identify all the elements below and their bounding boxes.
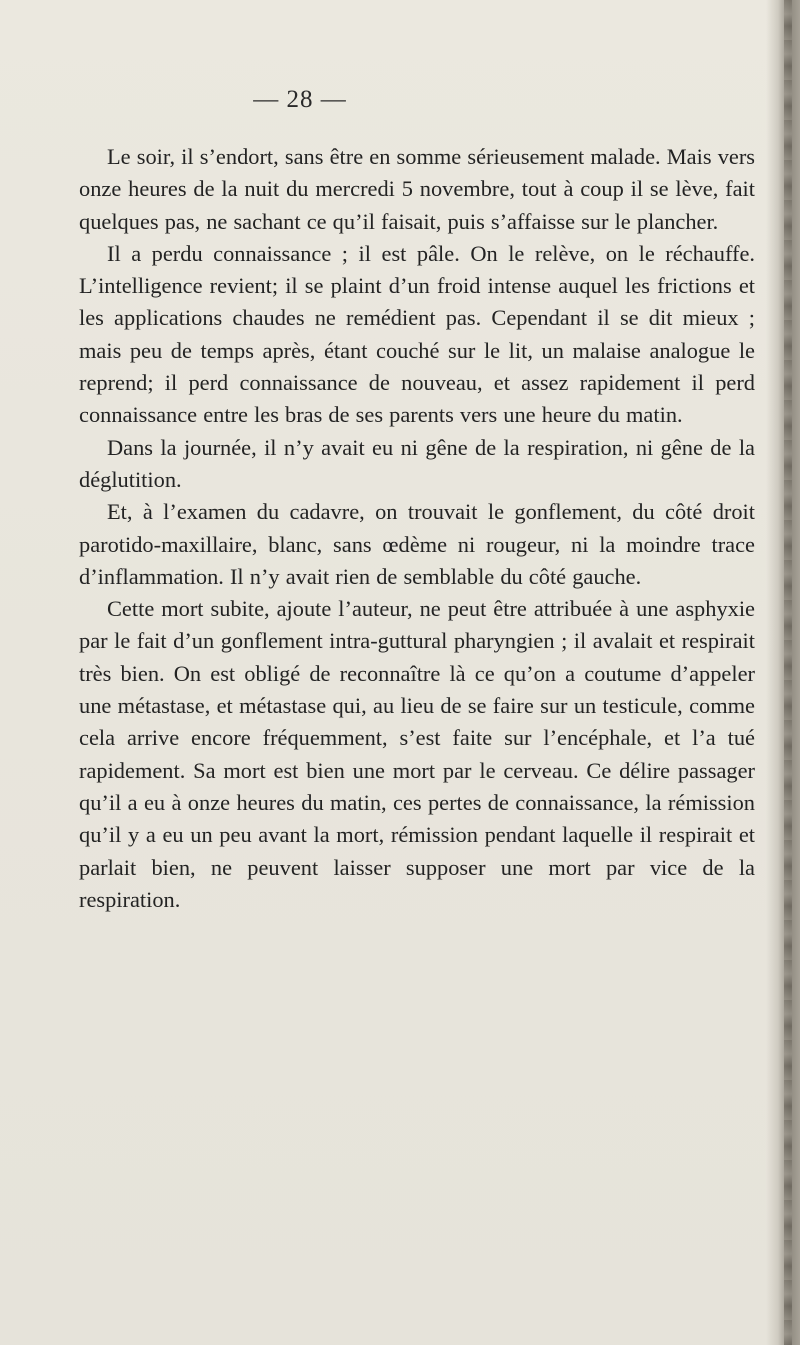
paragraph: Dans la journée, il n’y avait eu ni gêne de la respiration, ni gêne de la déglutition. [79,434,755,492]
paragraph: Le soir, il s’endort, sans être en somme sérieusement malade. Mais vers onze heures de la nuit du mercredi 5 novembre, tout à coup il se lève, fait quelques pas, ne sachant ce qu’il faisait, puis s’affaisse sur le plancher. [79,144,755,234]
page-number: — 28 — [253,86,347,113]
paragraph: Il a perdu connaissance ; il est pâle. On le relève, on le réchauffe. L’intelligence revient; il se plaint d’un froid intense auquel les frictions et les applications chaudes ne remédient pas. Cependant il se dit mieux ; mais peu de temps après, étant couché sur le lit, un malaise analogue le reprend; il perd connaissance de nouveau, et assez rapidement il perd connaissance entre les bras de ses parents vers une heure du matin. [79,240,755,428]
body-text [79,141,755,916]
paragraph: Et, à l’examen du cadavre, on trouvait le gonflement, du côté droit parotido-maxillaire, blanc, sans œdème ni rougeur, ni la moindre trace d’inflammation. Il n’y avait rien de semblable du côté gauche. [79,499,755,589]
binding-edge [784,0,792,1345]
page-edge-shadow [766,0,800,1345]
paragraph: Cette mort subite, ajoute l’auteur, ne peut être attribuée à une asphyxie par le fait d’un gonflement intra-guttural pharyngien ; il avalait et respirait très bien. On est obligé de reconnaître là ce qu’on a coutume d’appeler une métastase, et métastase qui, au lieu de se faire sur un testicule, comme cela arrive encore fréquemment, s’est faite sur l’encéphale, et l’a tué rapidement. Sa mort est bien une mort par le cerveau. Ce délire passager qu’il a eu à onze heures du matin, ces pertes de connaissance, la rémission qu’il y a eu un peu avant la mort, rémission pendant laquelle il respirait et parlait bien, ne peuvent laisser supposer une mort par vice de la respiration. [79,596,755,912]
